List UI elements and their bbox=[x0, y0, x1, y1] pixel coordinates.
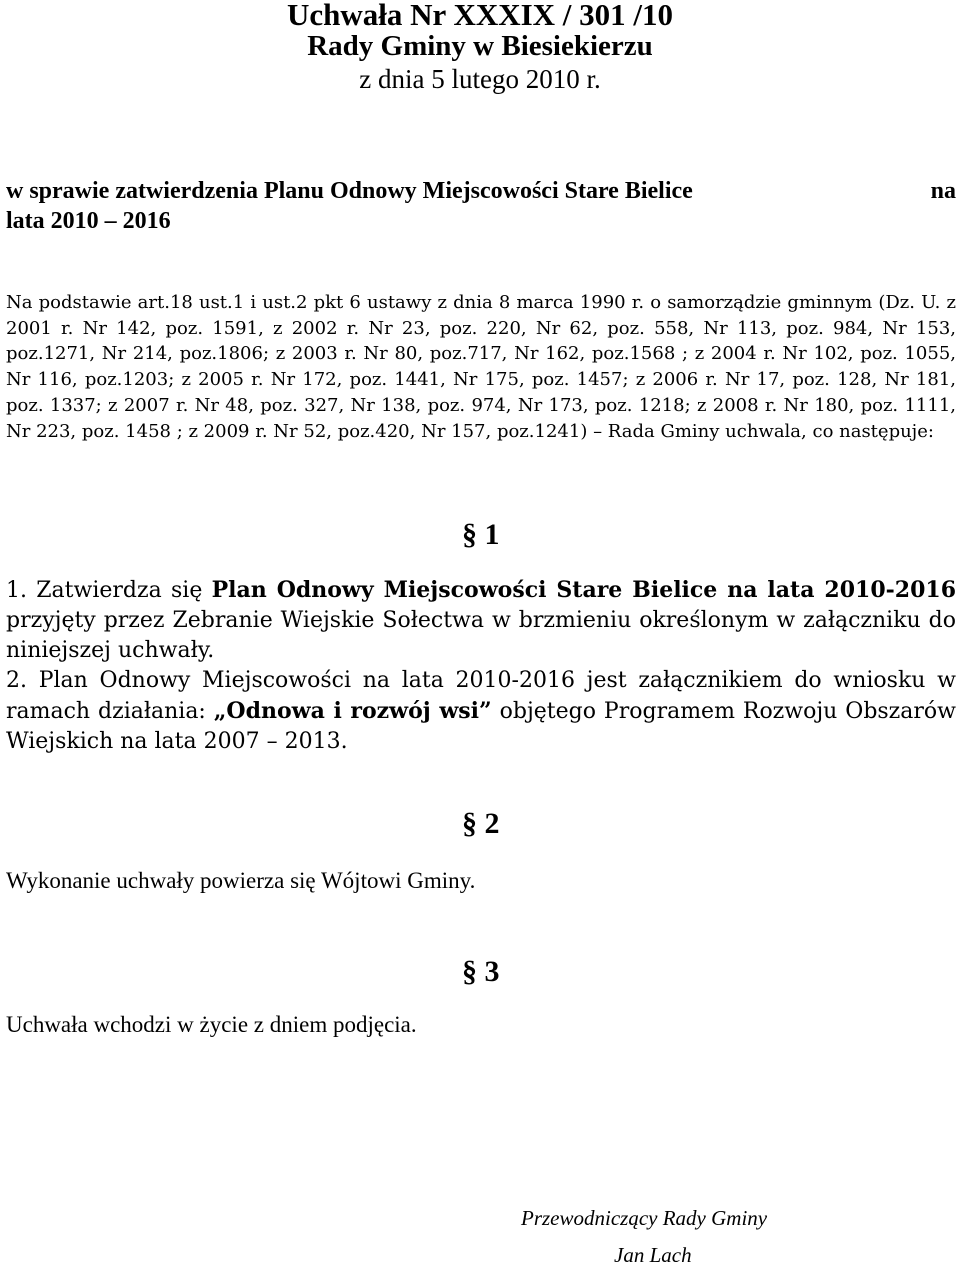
resolution-date: z dnia 5 lutego 2010 r. bbox=[359, 64, 601, 94]
section-1-item-1 bbox=[6, 575, 956, 666]
subject-line-2: lata 2010 – 2016 bbox=[6, 208, 171, 234]
item-2-text-end: objętego Programem Rozwoju Obszarów Wiejskich na lata 2007 – 2013. bbox=[6, 699, 956, 754]
section-3-text: Uchwała wchodzi w życie z dniem podjęcia. bbox=[6, 1012, 417, 1037]
item-1-plan-name: Plan Odnowy Miejscowości Stare Bielice na lata 2010-2016 bbox=[211, 577, 957, 603]
section-2-heading: § 2 bbox=[462, 807, 500, 840]
resolution-subject bbox=[6, 176, 956, 236]
subject-text-end: na bbox=[930, 178, 956, 204]
item-1-text-end: przyjęty przez Zebranie Wiejskie Sołectwa w brzmieniu określonym w załączniku do niniejszej uchwały. bbox=[6, 608, 956, 663]
resolution-title: Uchwała Nr XXXIX / 301 /10 bbox=[286, 0, 674, 32]
item-1-number: 1. bbox=[6, 578, 27, 603]
section-1-item-2 bbox=[6, 666, 956, 757]
subject-line-1 bbox=[6, 176, 956, 206]
council-name: Rady Gminy w Biesiekierzu bbox=[307, 30, 653, 62]
signature-name: Jan Lach bbox=[614, 1243, 692, 1267]
item-2-text-start: Plan Odnowy Miejscowości na lata 2010-2016 jest załącznikiem do wniosku w ramach działania: bbox=[6, 668, 956, 724]
section-3-heading: § 3 bbox=[462, 955, 500, 988]
item-1-text-start: Zatwierdza się bbox=[27, 578, 212, 603]
item-2-number: 2. bbox=[6, 668, 27, 693]
signature-role: Przewodniczący Rady Gminy bbox=[521, 1206, 768, 1230]
section-2-text: Wykonanie uchwały powierza się Wójtowi Gminy. bbox=[6, 868, 476, 893]
section-1-heading: § 1 bbox=[462, 518, 500, 551]
item-2-action-name: „Odnowa i rozwój wsi” bbox=[213, 698, 492, 724]
section-1-body bbox=[6, 575, 956, 757]
legal-basis: Na podstawie art.18 ust.1 i ust.2 pkt 6 ustawy z dnia 8 marca 1990 r. o samorządzie gminnym (Dz. U. z 2001 r. Nr 142, poz. 1591, z 2002 r. Nr 23, poz. 220, Nr 62, poz. 558, Nr 113, poz. 984, Nr 153, poz.1271, Nr 214, poz.1806; z 2003 r. Nr 80, poz.717, Nr 162, poz.1568 ; z 2004 r. Nr 102, poz. 1055, Nr 116, poz.1203; z 2005 r. Nr 172, poz. 1441, Nr 175, poz. 1457; z 2006 r. Nr 17, poz. 128, Nr 181, poz. 1337; z 2007 r. Nr 48, poz. 327, Nr 138, poz. 974, Nr 173, poz. 1218; z 2008 r. Nr 180, poz. 1111, Nr 223, poz. 1458 ; z 2009 r. Nr 52, poz.420, Nr 157, poz.1241) – Rada Gminy uchwala, co następuje: bbox=[6, 292, 956, 442]
subject-text: w sprawie zatwierdzenia Planu Odnowy Miejscowości Stare Bielice bbox=[6, 178, 693, 204]
